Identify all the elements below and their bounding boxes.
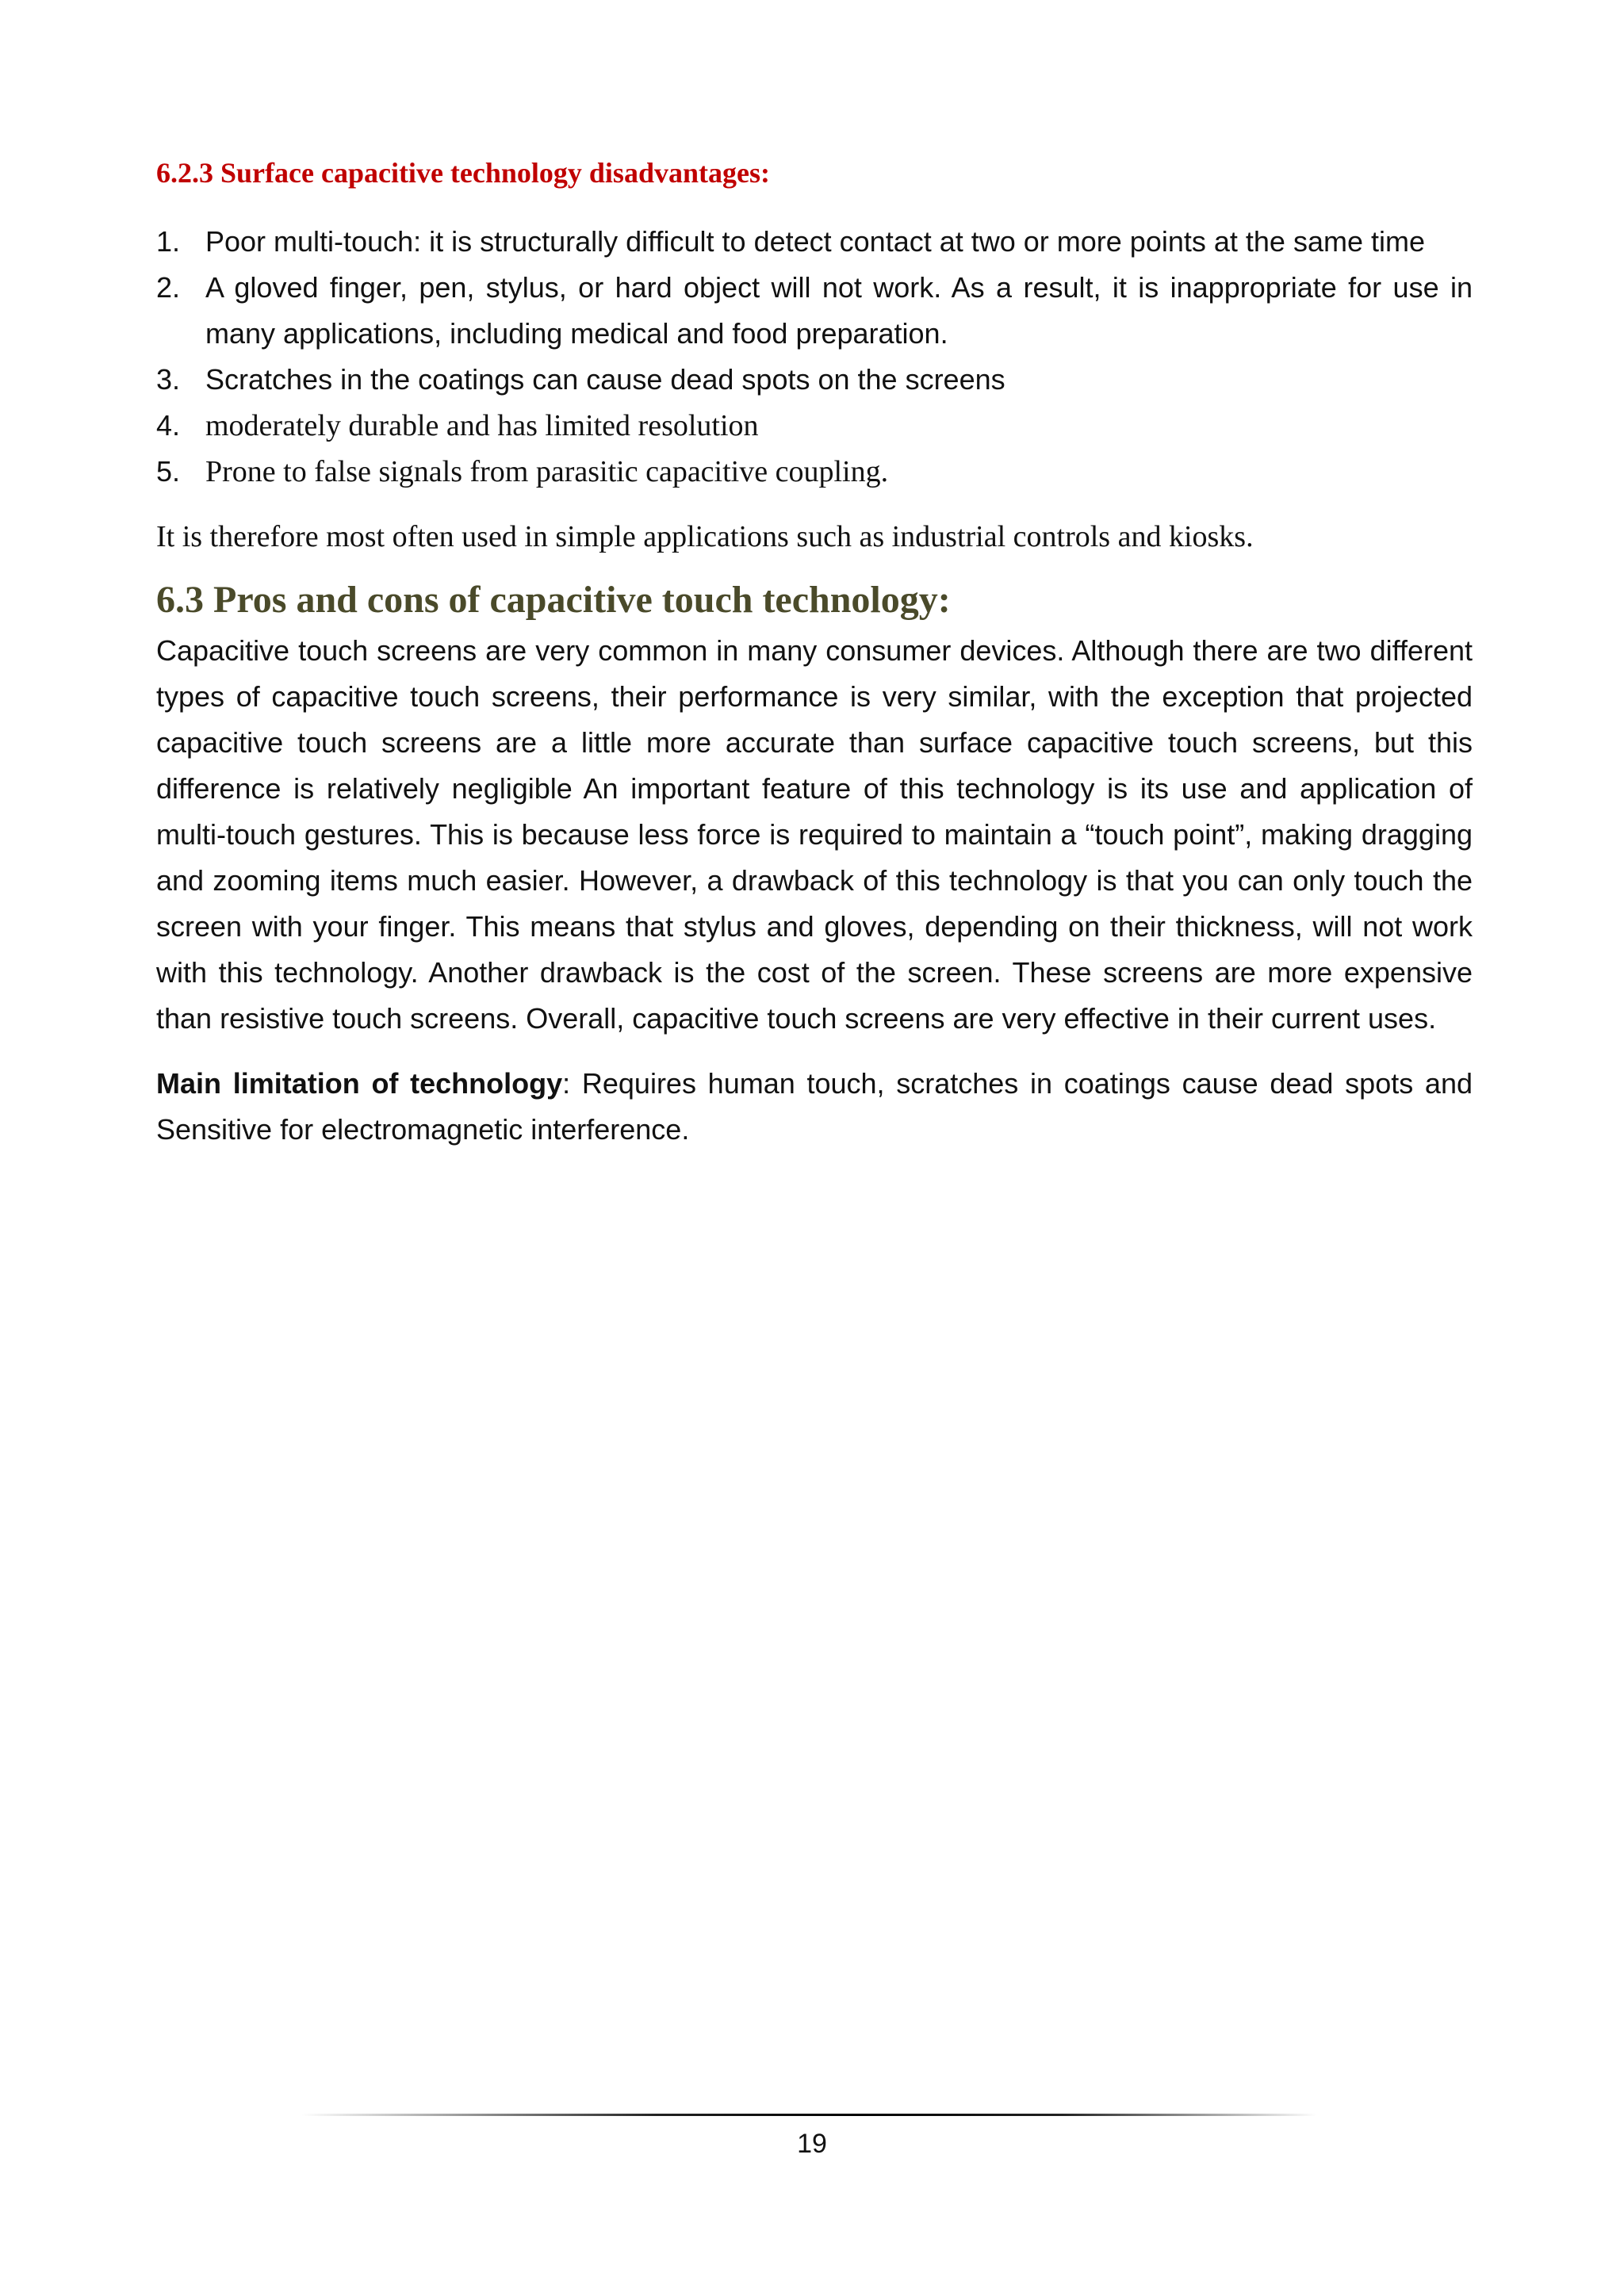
list-item-number: 5. xyxy=(156,455,181,488)
section-heading-6-2-3: 6.2.3 Surface capacitive technology disadvantages: xyxy=(156,157,770,189)
list-item-text: moderately durable and has limited resolution xyxy=(205,409,759,442)
list-item xyxy=(156,449,1473,495)
list-item-number: 4. xyxy=(156,409,181,442)
list-item-number: 2. xyxy=(156,271,181,304)
body-paragraph: Capacitive touch screens are very common in many consumer devices. Although there are two different types of capacitive touch screens, their performance is very similar, with the exception that projected capacitive touch screens are a little more accurate than surface capacitive touch screens, but this difference is relatively negligible An important feature of this technology is its use and application of multi-touch gestures. This is because less force is required to maintain a “touch point”, making dragging and zooming items much easier. However, a drawback of this technology is that you can only touch the screen with your finger. This means that stylus and gloves, depending on their thickness, will not work with this technology. Another drawback is the cost of the screen. These screens are more expensive than resistive touch screens. Overall, capacitive touch screens are very effective in their current uses. xyxy=(156,634,1473,1035)
limitation-text: : Requires human touch, scratches in coatings cause dead spots and Sensitive for electromagnetic interference. xyxy=(156,1067,1473,1146)
list-item xyxy=(156,219,1473,265)
disadvantages-list xyxy=(156,219,1473,495)
list-item-number: 3. xyxy=(156,363,181,396)
closing-paragraph: It is therefore most often used in simple applications such as industrial controls and kiosks. xyxy=(156,520,1254,553)
list-item-text: Prone to false signals from parasitic capacitive coupling. xyxy=(205,455,889,488)
footer-divider xyxy=(301,2114,1316,2116)
page-content xyxy=(156,151,1473,1153)
list-item xyxy=(156,357,1473,403)
list-item-text: Scratches in the coatings can cause dead spots on the screens xyxy=(205,363,1005,396)
list-item xyxy=(156,265,1473,357)
section-heading-6-3: 6.3 Pros and cons of capacitive touch technology: xyxy=(156,579,951,621)
list-item-text: A gloved finger, pen, stylus, or hard object will not work. As a result, it is inappropriate for use in many applications, including medical and food preparation. xyxy=(205,271,1473,350)
limitation-paragraph xyxy=(156,1061,1473,1153)
page-number: 19 xyxy=(797,2129,827,2159)
list-item-text: Poor multi-touch: it is structurally difficult to detect contact at two or more points at the same time xyxy=(205,225,1425,258)
list-item xyxy=(156,403,1473,449)
limitation-label: Main limitation of technology xyxy=(156,1067,563,1100)
list-item-number: 1. xyxy=(156,225,181,258)
